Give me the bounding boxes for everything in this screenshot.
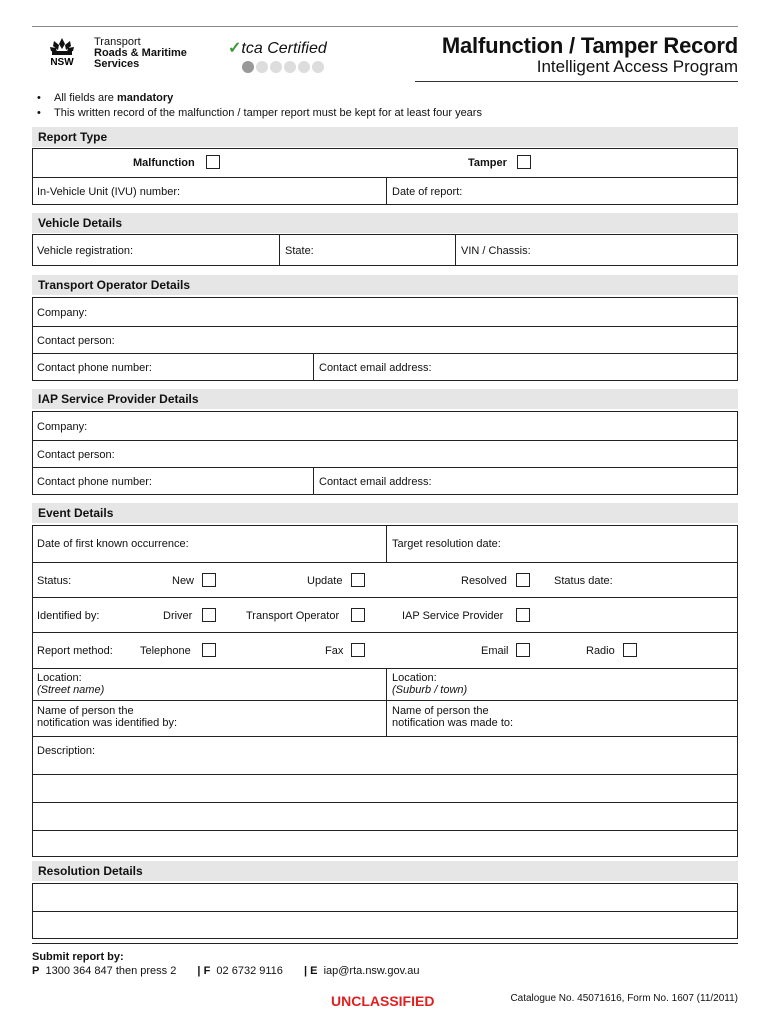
operator-box	[32, 297, 738, 381]
method-email-label: Email	[481, 645, 509, 657]
section-event-details: Event Details	[32, 503, 738, 523]
method-email-checkbox[interactable]	[516, 643, 530, 657]
instruction-retention: • This written record of the malfunction / tamper report must be kept for at least four years	[34, 106, 482, 121]
report-type-box	[32, 148, 738, 205]
provider-contact-field[interactable]: Contact person:	[37, 449, 115, 461]
section-vehicle-details: Vehicle Details	[32, 213, 738, 233]
instructions-list	[34, 91, 482, 121]
identified-person-label-1: Name of person the	[37, 705, 134, 717]
status-new-checkbox[interactable]	[202, 573, 216, 587]
tamper-checkbox[interactable]	[517, 155, 531, 169]
top-rule	[32, 26, 738, 27]
method-radio-label: Radio	[586, 645, 615, 657]
rms-logo-line-3: Services	[94, 58, 140, 70]
tca-certified-logo	[228, 38, 327, 58]
fax-number: 02 6732 9116	[216, 965, 283, 977]
resolution-line-1[interactable]	[33, 884, 737, 911]
location-suburb-label: Location:	[392, 672, 437, 684]
identified-by-label: Identified by:	[37, 610, 100, 622]
provider-box	[32, 411, 738, 495]
malfunction-checkbox[interactable]	[206, 155, 220, 169]
method-fax-label: Fax	[325, 645, 344, 657]
location-suburb-hint: (Suburb / town)	[392, 684, 468, 696]
target-resolution-field[interactable]: Target resolution date:	[392, 538, 501, 550]
resolution-line-2[interactable]	[33, 911, 737, 938]
provider-email-field[interactable]: Contact email address:	[319, 476, 432, 488]
resolution-box	[32, 883, 738, 939]
phone-number: 1300 364 847 then press 2	[45, 965, 177, 977]
state-field[interactable]: State:	[285, 245, 314, 257]
status-resolved-label: Resolved	[461, 575, 507, 587]
made-to-person-label-1: Name of person the	[392, 705, 489, 717]
identified-provider-checkbox[interactable]	[516, 608, 530, 622]
status-label: Status:	[37, 575, 72, 587]
made-to-person-label-2: notification was made to:	[392, 717, 514, 729]
rms-logo-line-2: Roads & Maritime	[94, 47, 187, 59]
rms-logo-line-1: Transport	[94, 36, 141, 48]
operator-email-field[interactable]: Contact email address:	[319, 362, 432, 374]
provider-company-field[interactable]: Company:	[37, 421, 88, 433]
first-occurrence-field[interactable]: Date of first known occurrence:	[37, 538, 189, 550]
location-street-field[interactable]	[37, 672, 104, 696]
identified-driver-checkbox[interactable]	[202, 608, 216, 622]
instruction-mandatory: • All fields are mandatory	[34, 91, 482, 106]
email-link[interactable]: iap@rta.nsw.gov.au	[323, 965, 420, 977]
classification-label: UNCLASSIFIED	[331, 993, 435, 1009]
made-to-person-field[interactable]	[392, 705, 513, 729]
identified-operator-label: Transport Operator	[246, 610, 340, 622]
nsw-waratah-logo	[42, 36, 82, 70]
submit-heading: Submit report by:	[32, 951, 124, 963]
status-resolved-checkbox[interactable]	[516, 573, 530, 587]
date-of-report-field[interactable]: Date of report:	[392, 186, 463, 198]
operator-phone-field[interactable]: Contact phone number:	[37, 362, 152, 374]
email-key: E	[310, 965, 318, 977]
description-line-2[interactable]	[33, 774, 737, 802]
tca-rating-dots	[242, 60, 326, 78]
identified-operator-checkbox[interactable]	[351, 608, 365, 622]
rms-logo	[94, 37, 187, 70]
status-update-checkbox[interactable]	[351, 573, 365, 587]
tca-check-icon: ✓	[228, 40, 242, 57]
section-resolution-details: Resolution Details	[32, 861, 738, 881]
status-update-label: Update	[307, 575, 343, 587]
status-date-field[interactable]: Status date:	[554, 575, 613, 587]
provider-phone-field[interactable]: Contact phone number:	[37, 476, 152, 488]
method-telephone-checkbox[interactable]	[202, 643, 216, 657]
identified-provider-label: IAP Service Provider	[402, 610, 504, 622]
section-iap-provider: IAP Service Provider Details	[32, 389, 738, 409]
method-telephone-label: Telephone	[140, 645, 191, 657]
identified-driver-label: Driver	[163, 610, 193, 622]
header-rule	[415, 81, 738, 82]
page-title: Malfunction / Tamper Record	[441, 33, 738, 58]
operator-company-field[interactable]: Company:	[37, 307, 88, 319]
page-subtitle: Intelligent Access Program	[536, 57, 738, 76]
location-street-label: Location:	[37, 672, 82, 684]
footer-rule	[32, 943, 738, 944]
phone-key: P	[32, 965, 40, 977]
catalogue-number: Catalogue No. 45071616, Form No. 1607 (11/2011)	[510, 993, 738, 1004]
vin-chassis-field[interactable]: VIN / Chassis:	[461, 245, 531, 257]
section-report-type: Report Type	[32, 127, 738, 147]
method-radio-checkbox[interactable]	[623, 643, 637, 657]
section-transport-operator: Transport Operator Details	[32, 275, 738, 295]
submit-contacts: P 1300 364 847 then press 2 | F 02 6732 9116 | E iap@rta.nsw.gov.au	[32, 965, 420, 977]
description-line-4[interactable]	[33, 830, 737, 856]
tca-logo-text: tca Certified	[241, 40, 327, 57]
location-street-hint: (Street name)	[37, 684, 105, 696]
tamper-label: Tamper	[468, 157, 507, 169]
nsw-logo-text: NSW	[50, 57, 74, 68]
description-line-3[interactable]	[33, 802, 737, 830]
report-method-label: Report method:	[37, 645, 113, 657]
identified-person-field[interactable]	[37, 705, 177, 729]
ivu-number-field[interactable]: In-Vehicle Unit (IVU) number:	[37, 186, 181, 198]
ivu-row	[33, 177, 737, 204]
method-fax-checkbox[interactable]	[351, 643, 365, 657]
malfunction-label: Malfunction	[133, 157, 195, 169]
identified-person-label-2: notification was identified by:	[37, 717, 178, 729]
vehicle-registration-field[interactable]: Vehicle registration:	[37, 245, 133, 257]
event-box	[32, 525, 738, 857]
fax-key: F	[203, 965, 211, 977]
description-field[interactable]: Description:	[37, 745, 96, 757]
status-new-label: New	[172, 575, 195, 587]
operator-contact-field[interactable]: Contact person:	[37, 335, 115, 347]
location-suburb-field[interactable]	[392, 672, 467, 696]
vehicle-box	[32, 234, 738, 266]
